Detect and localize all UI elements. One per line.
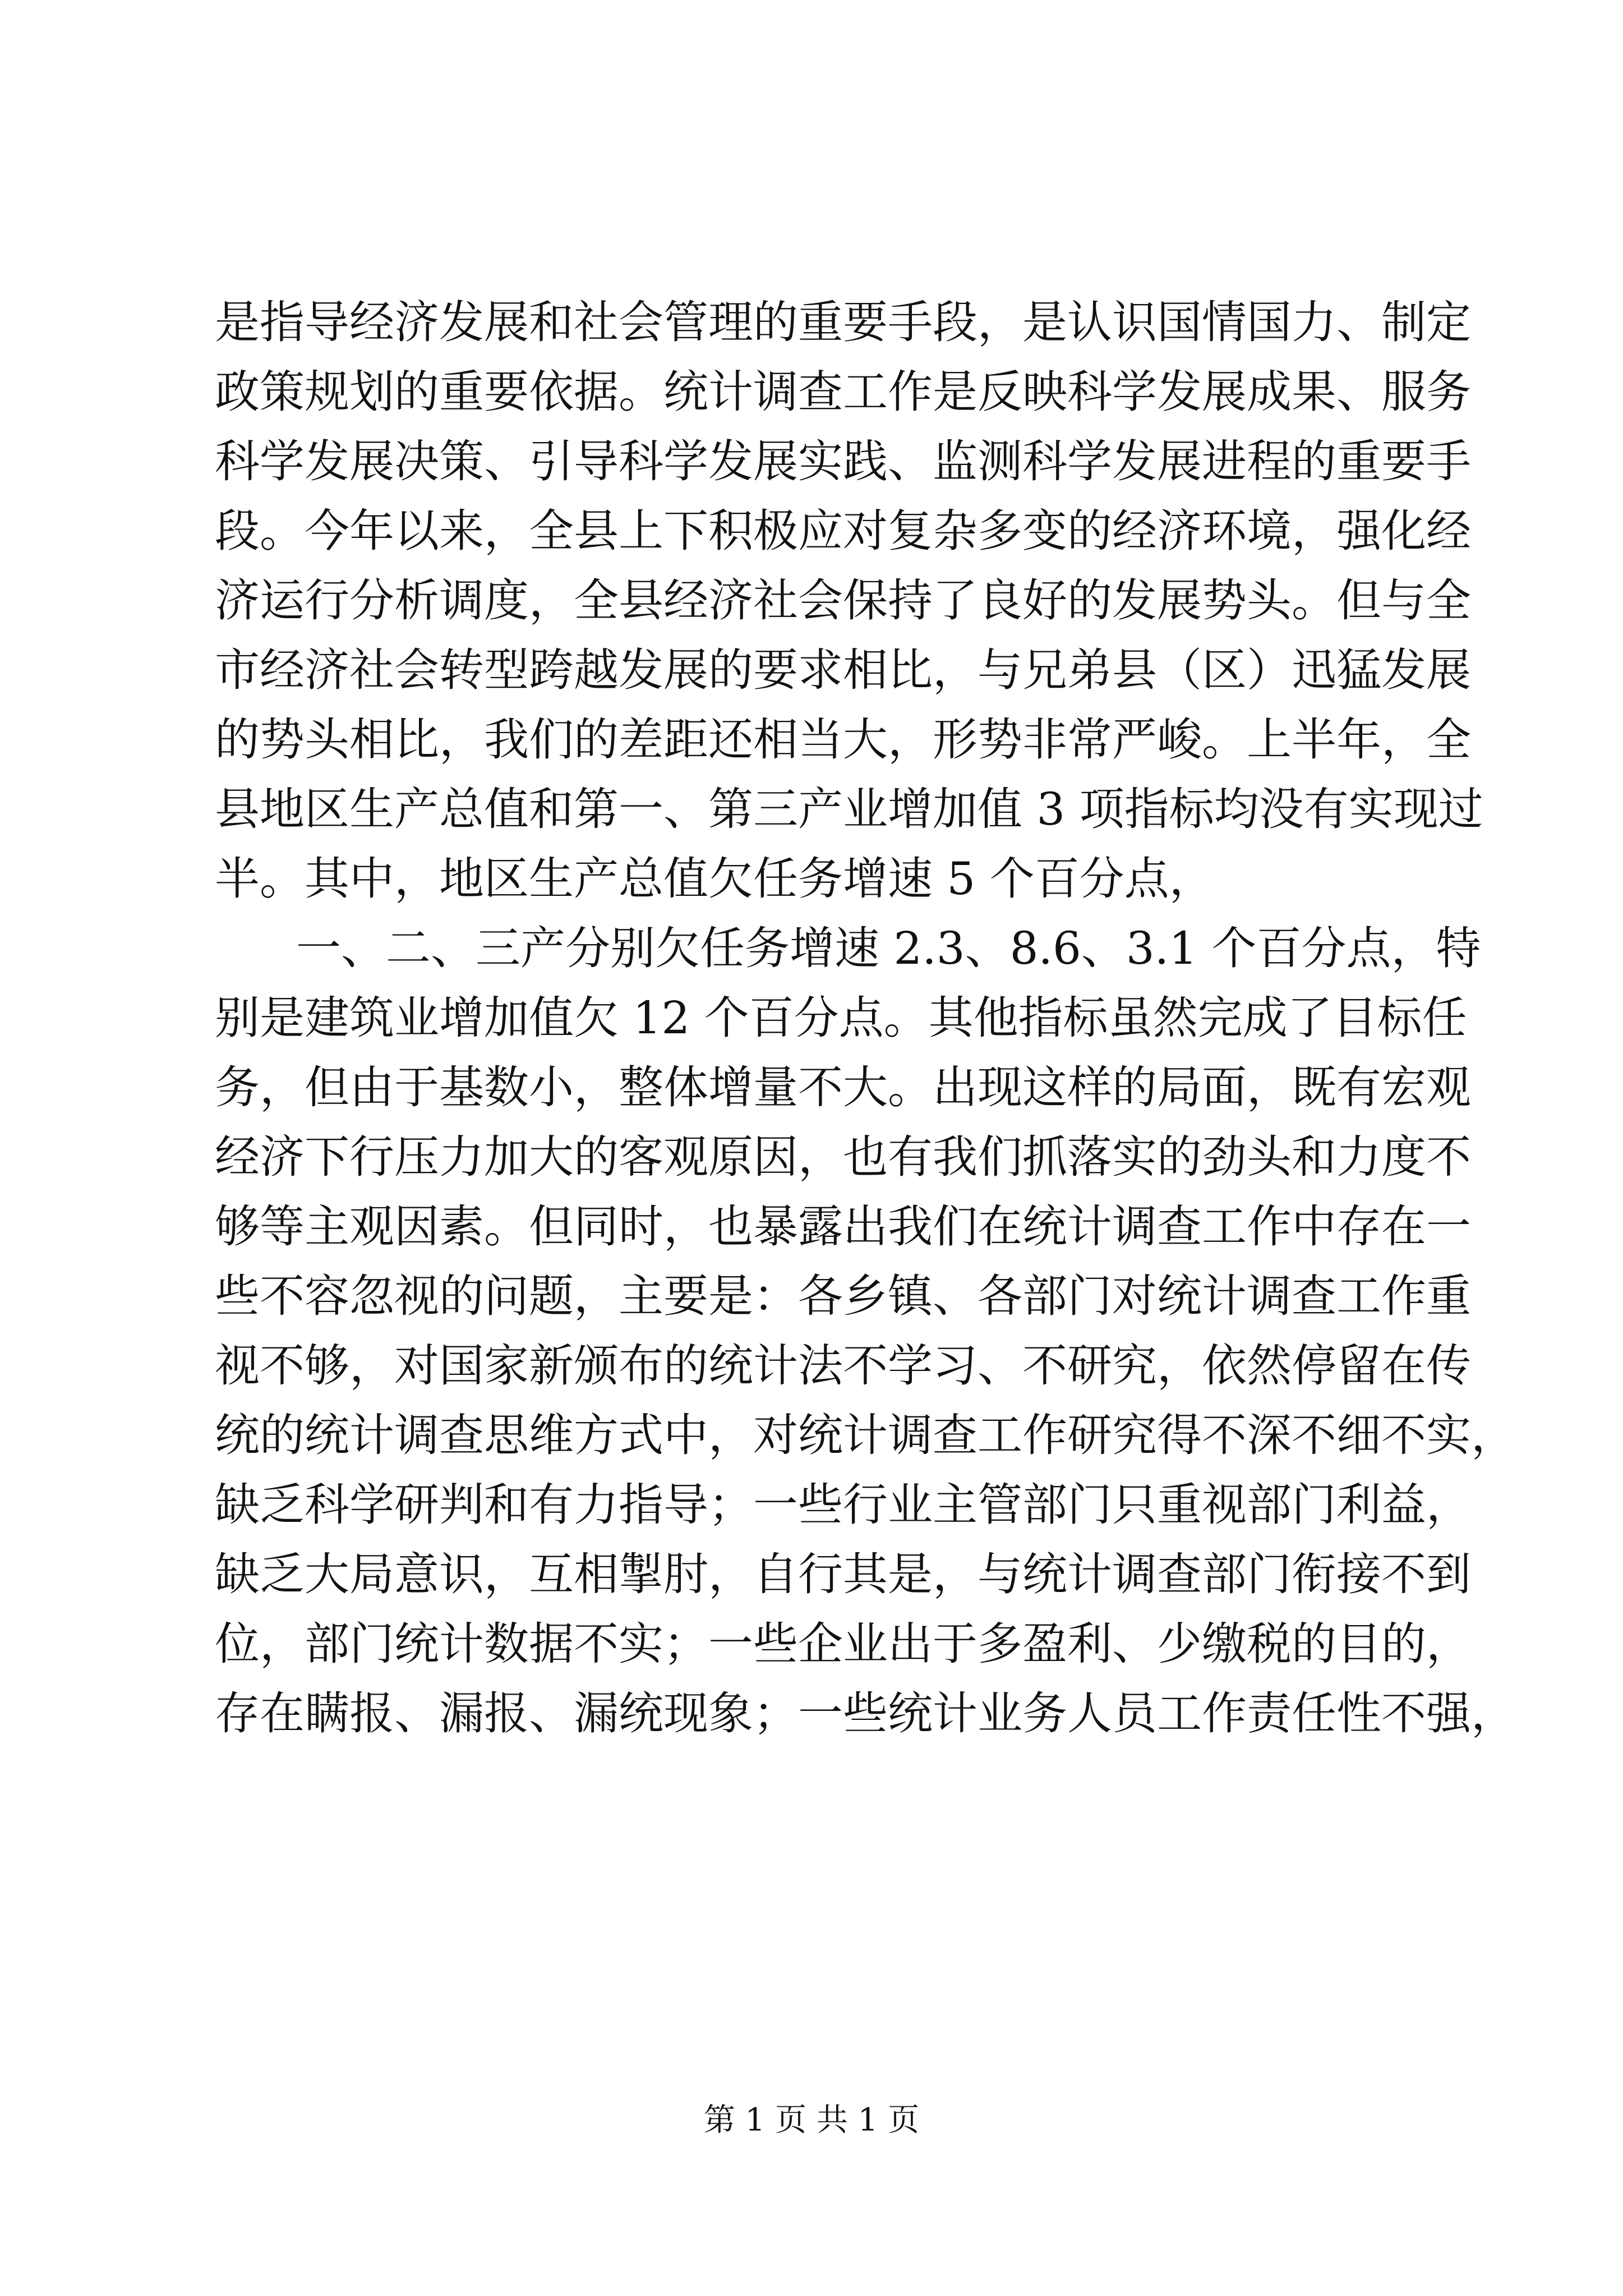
text-line: 够等主观因素。但同时，也暴露出我们在统计调查工作中存在一 — [215, 1200, 1471, 1253]
page-footer: 第 1 页 共 1 页 — [703, 2102, 920, 2138]
text-line: 缺乏科学研判和有力指导；一些行业主管部门只重视部门利益， — [215, 1479, 1471, 1531]
text-line: 些不容忽视的问题，主要是：各乡镇、各部门对统计调查工作重 — [215, 1270, 1471, 1322]
text-line: 的势头相比，我们的差距还相当大，形势非常严峻。上半年，全 — [215, 714, 1471, 766]
text-line: 视不够，对国家新颁布的统计法不学习、不研究，依然停留在传 — [215, 1340, 1471, 1392]
text-line: 半。其中，地区生产总值欠任务增速 5 个百分点， — [215, 853, 1214, 905]
text-line: 经济下行压力加大的客观原因，也有我们抓落实的劲头和力度不 — [215, 1131, 1471, 1183]
text-line: 县地区生产总值和第一、第三产业增加值 3 项指标均没有实现过 — [215, 783, 1483, 835]
text-line: 缺乏大局意识，互相掣肘，自行其是，与统计调查部门衔接不到 — [215, 1548, 1471, 1600]
text-line: 济运行分析调度，全县经济社会保持了良好的发展势头。但与全 — [215, 574, 1471, 627]
text-line: 统的统计调查思维方式中，对统计调查工作研究得不深不细不实， — [215, 1409, 1516, 1461]
text-line: 别是建筑业增加值欠 12 个百分点。其他指标虽然完成了目标任 — [215, 992, 1467, 1044]
text-line: 政策规划的重要依据。统计调查工作是反映科学发展成果、服务 — [215, 366, 1471, 418]
text-line: 存在瞒报、漏报、漏统现象；一些统计业务人员工作责任性不强， — [215, 1687, 1516, 1740]
text-line: 一、二、三产分别欠任务增速 2.3、8.6、3.1 个百分点，特 — [296, 922, 1481, 974]
text-line: 段。今年以来，全县上下积极应对复杂多变的经济环境，强化经 — [215, 505, 1471, 557]
text-line: 位，部门统计数据不实；一些企业出于多盈利、少缴税的目的， — [215, 1618, 1471, 1670]
text-line: 是指导经济发展和社会管理的重要手段，是认识国情国力、制定 — [215, 296, 1471, 348]
text-line: 科学发展决策、引导科学发展实践、监测科学发展进程的重要手 — [215, 435, 1471, 487]
text-line: 务，但由于基数小，整体增量不大。出现这样的局面，既有宏观 — [215, 1061, 1471, 1114]
text-line: 市经济社会转型跨越发展的要求相比，与兄弟县（区）迅猛发展 — [215, 644, 1471, 696]
